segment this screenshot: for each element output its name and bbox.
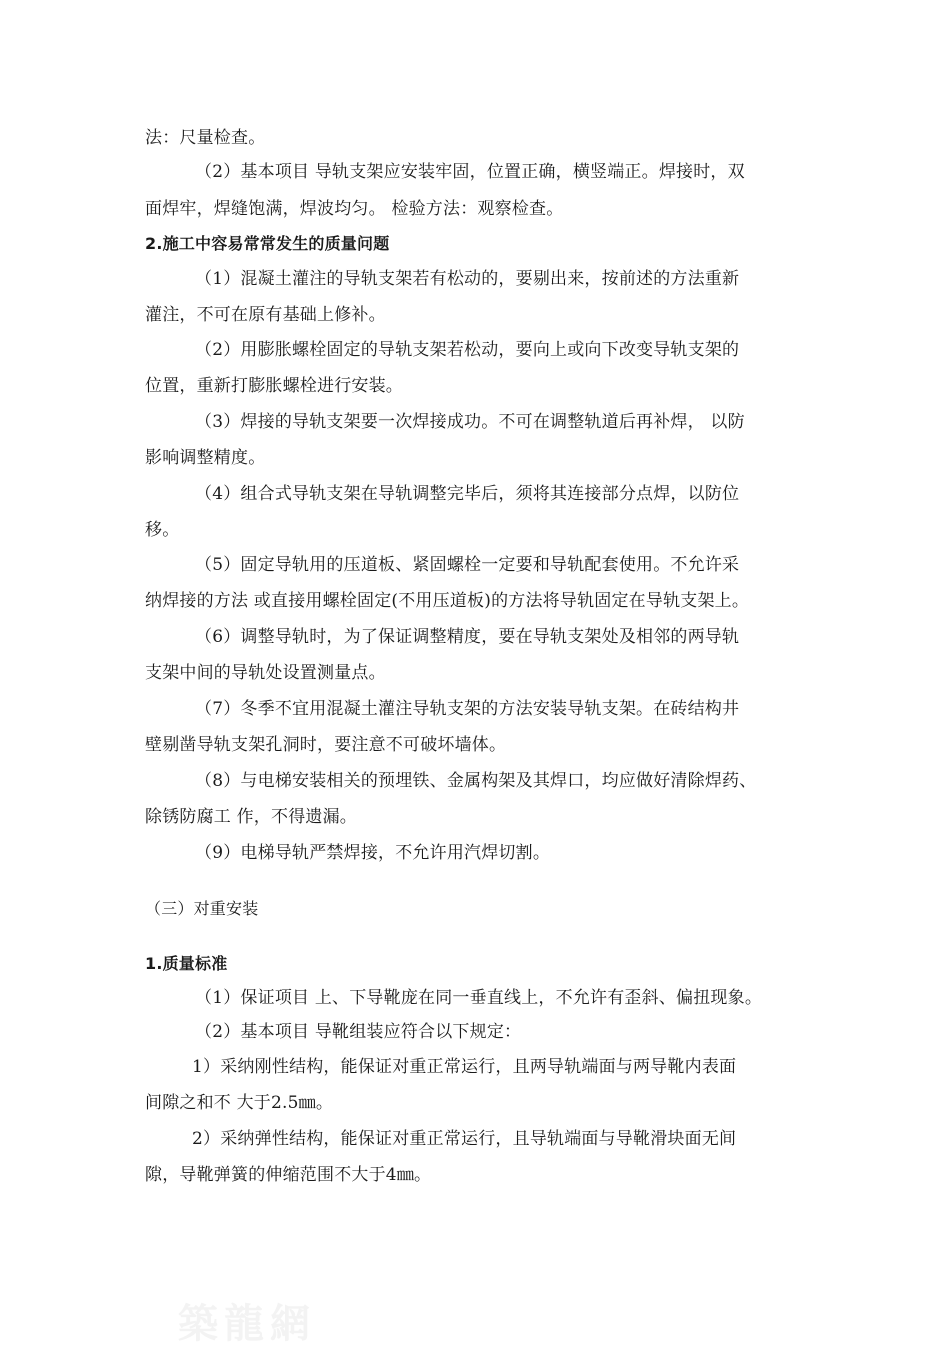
paragraph-line: （2）用膨胀螺栓固定的导轨支架若松动，要向上或向下改变导轨支架的 (195, 340, 740, 360)
paragraph-line: （1）保证项目 上、下导靴庞在同一垂直线上，不允许有歪斜、偏扭现象。 (195, 988, 763, 1008)
paragraph-line: 支架中间的导轨处设置测量点。 (145, 663, 386, 683)
section-heading: 1.质量标准 (145, 954, 228, 973)
paragraph-line: （3）焊接的导轨支架要一次焊接成功。不可在调整轨道后再补焊， 以防 (195, 412, 745, 432)
paragraph-line: 位置，重新打膨胀螺栓进行安装。 (145, 376, 403, 396)
paragraph-line: 法：尺量检查。 (145, 128, 266, 148)
paragraph-line: 壁剔凿导轨支架孔洞时，要注意不可破坏墙体。 (145, 735, 507, 755)
paragraph-line: （7）冬季不宜用混凝土灌注导轨支架的方法安装导轨支架。在砖结构井 (195, 699, 740, 719)
paragraph-line: 移。 (145, 520, 180, 540)
paragraph-line: 隙，导靴弹簧的伸缩范围不大于4㎜。 (145, 1165, 432, 1185)
paragraph-line: 2）采纳弹性结构，能保证对重正常运行，且导轨端面与导靴滑块面无间 (192, 1129, 737, 1149)
section-title: （三）对重安装 (145, 899, 259, 918)
section-heading: 2.施工中容易常常发生的质量问题 (145, 234, 390, 253)
paragraph-line: （5）固定导轨用的压道板、紧固螺栓一定要和导轨配套使用。不允许采 (195, 555, 740, 575)
paragraph-line: （9）电梯导轨严禁焊接，不允许用汽焊切割。 (195, 843, 551, 863)
paragraph-line: （1）混凝土灌注的导轨支架若有松动的，要剔出来，按前述的方法重新 (195, 269, 740, 289)
paragraph-line: 除锈防腐工 作，不得遗漏。 (145, 807, 358, 827)
paragraph-line: 间隙之和不 大于2.5㎜。 (145, 1093, 334, 1113)
watermark-logo: 築龍網 (178, 1300, 316, 1347)
paragraph-line: 面焊牢，焊缝饱满，焊波均匀。 检验方法：观察检查。 (145, 199, 564, 219)
paragraph-line: 纳焊接的方法 或直接用螺栓固定(不用压道板)的方法将导轨固定在导轨支架上。 (145, 591, 750, 611)
paragraph-line: 1）采纳刚性结构，能保证对重正常运行，且两导轨端面与两导靴内表面 (192, 1057, 737, 1077)
paragraph-line: （2）基本项目 导靴组装应符合以下规定： (195, 1022, 522, 1042)
paragraph-line: （4）组合式导轨支架在导轨调整完毕后，须将其连接部分点焊，以防位 (195, 484, 740, 504)
paragraph-line: （2）基本项目 导轨支架应安装牢固，位置正确，横竖端正。焊接时，双 (195, 162, 745, 182)
paragraph-line: 灌注，不可在原有基础上修补。 (145, 305, 386, 325)
paragraph-line: （8）与电梯安装相关的预埋铁、金属构架及其焊口，均应做好清除焊药、 (195, 771, 757, 791)
paragraph-line: 影响调整精度。 (145, 448, 266, 468)
paragraph-line: （6）调整导轨时，为了保证调整精度，要在导轨支架处及相邻的两导轨 (195, 627, 740, 647)
